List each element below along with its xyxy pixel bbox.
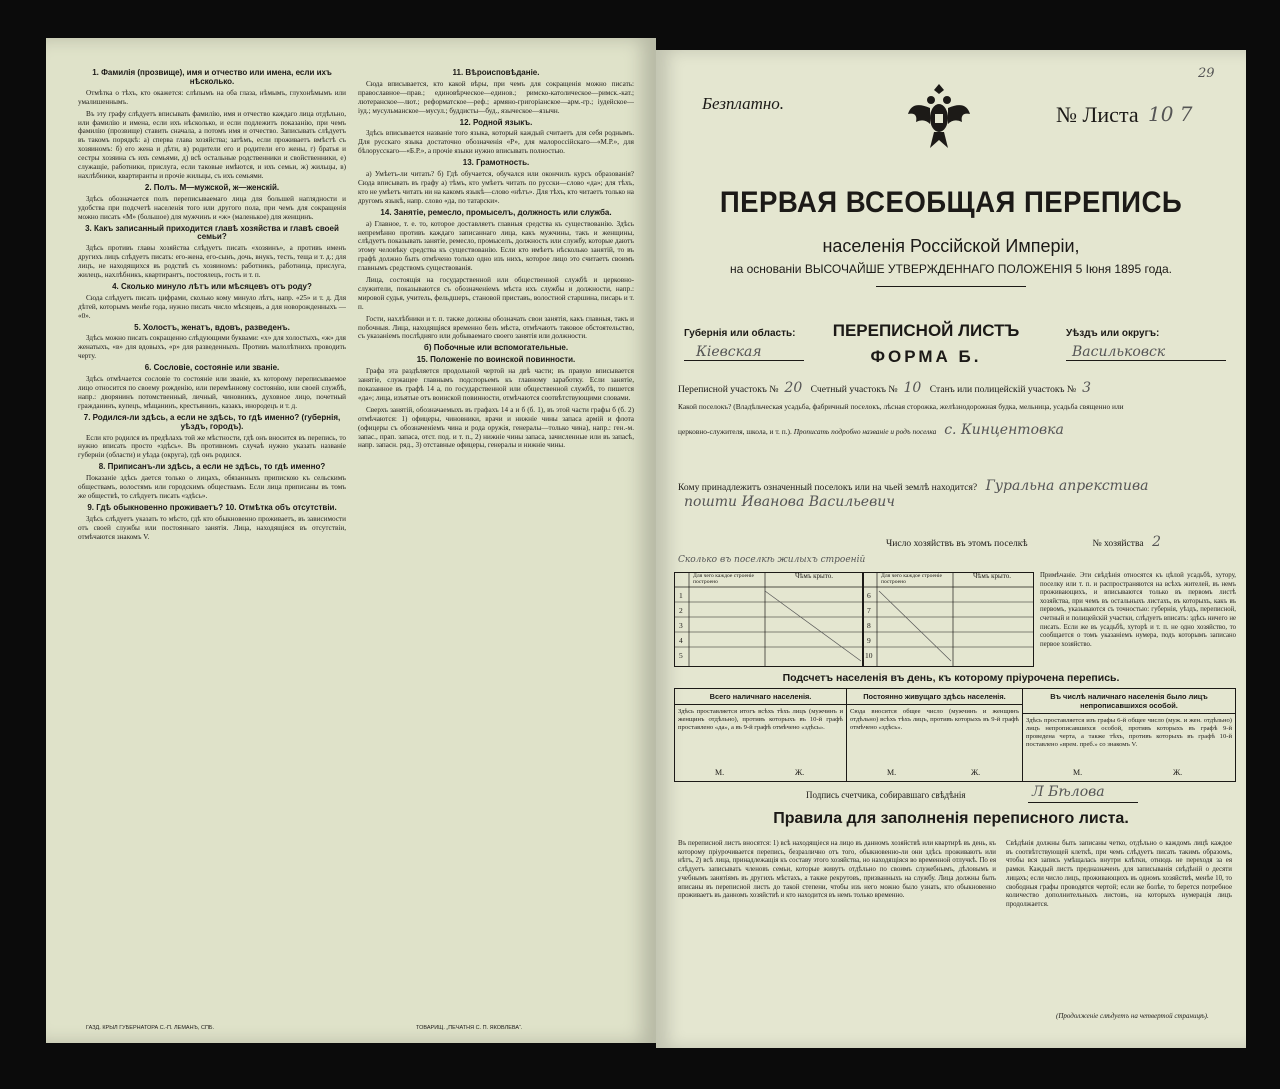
instruction-heading: 6. Сословіе, состояніе или званіе.	[144, 363, 280, 373]
buildings-grid-right	[862, 572, 1034, 667]
rules-text-right: Свѣдѣнія должны быть записаны четко, отдѣльно о каждомъ лицѣ каждое въ соотвѣтствующей клеткѣ, при чемъ слѣдуетъ писать такимъ образомъ, чтобы вся запись умѣщалась внутри клѣтки, отнюдь не переходя за ея рамки. Каждый листъ предназначенъ для записыванія свѣдѣній о десяти лицахъ; если число лицъ, проживающихъ въ одномъ хозяйствѣ, менѣе 10, то свободныя графы проводятся чертой; если же болѣе, то берется потребное количество дополнительныхъ листовъ, на которыхъ нумерація лицъ продолжается.	[1006, 840, 1232, 908]
settlement-hint: Прописать подробно названіе и родъ поселка	[793, 427, 937, 436]
settlement-question-cont: церковно-служителя, школа, и т. п.).	[678, 427, 792, 436]
instruction-text: а) Умѣетъ-ли читать? б) Гдѣ обучается, обучался или окончилъ курсъ образованія? Сюда вписывать въ графу а) тѣмъ, кто умѣетъ читать по русски—слово «да»; для тѣхъ, кто не умѣетъ читать ни на какомъ языкѣ—слово «нѣтъ». Для тѣхъ, кто читаетъ только на другомъ языкѣ, напр. слово «да, по татарски».	[358, 170, 634, 205]
left-page	[46, 38, 656, 1043]
household-number-value: 2	[1152, 534, 1161, 550]
instruction-text: Показаніе здѣсь дается только о лицахъ, обязанныхъ припискою къ сельскимъ обществамъ, волостямъ или городскимъ обществамъ. Если лица приписаны въ томъ же обществѣ, то слѣдуетъ писать «здѣсь».	[78, 474, 346, 500]
rules-continuation-note: (Продолженіе слѣдуетъ на четвертой страницѣ).	[1056, 1012, 1209, 1020]
instruction-text: Сверхъ занятій, обозначаемыхъ въ графахъ 14 а и б (б. 1), въ этой части графы б (б. 2) отмѣчаются: 1) офицеры, чиновники, врачи и нижніе чины запаса армій и флота (офицеры съ обозначеніемъ чина и рода оружія, генералы—только чина), напр.: ген.-м. запас., прап. запаса, отст. под. и т. п., 2) нижніе чины запаса, зачисленные или въ запасѣ, напр. запасн. ряд., 3) отставные офицеры, генералы и нижніе чины.	[358, 405, 634, 450]
divider	[1028, 802, 1138, 803]
imperial-eagle-emblem-icon	[904, 78, 974, 158]
form-type: ФОРМА Б.	[870, 347, 982, 366]
count-district-value: 10	[903, 380, 922, 396]
printer-imprint-left: ГАЗД. КРЫЛ ГУБЕРНАТОРА С.-П. ЛЕМАНЪ, СПБ.	[86, 1025, 215, 1031]
divider	[1066, 360, 1226, 361]
instruction-heading: 5. Холостъ, женатъ, вдовъ, разведенъ.	[134, 322, 290, 332]
instruction-text: Здѣсь слѣдуетъ указать то мѣсто, гдѣ кто обыкновенно проживаетъ, въ зависимости отъ своей службы или постояннаго занятія. Лица, находящіяся въ отсутствіи, отмѣчаются знакомъ V.	[78, 514, 346, 541]
divider	[684, 360, 804, 361]
police-district-value: 3	[1082, 380, 1091, 396]
enumerator-signature-label: Подпись счетчика, собиравшаго свѣдѣнія	[806, 790, 966, 800]
sheet-number-label: № Листа	[1056, 102, 1139, 127]
uezd-value: Васильковск	[1072, 344, 1166, 360]
instruction-heading: 14. Занятіе, ремесло, промыселъ, должность или служба.	[380, 207, 612, 217]
instruction-text: Графа эта раздѣляется продольной чертой на двѣ части; въ правую вписывается занятіе, служащее главнымъ подспорьемъ къ главному заработку. Если занятіе, показанное въ графѣ 14 а, по государственной или общественной службѣ, то пишется «да»; лица, изъятые отъ воинской повинности, отмѣчаются соотвѣтствующими словами.	[358, 367, 634, 402]
owner-row	[678, 478, 1154, 494]
count-column-description: Здѣсь проставляется итогъ всѣхъ тѣхъ лицъ (мужчинъ и женщинъ отдѣльно), противъ которыхъ въ 10-й графѣ проставлено «да», а въ 9-й графѣ отмѣчено «здѣсь».	[678, 708, 843, 731]
instruction-heading: 8. Приписанъ-ли здѣсь, а если не здѣсь, то гдѣ именно?	[98, 462, 326, 472]
instructions-column-1	[78, 66, 346, 545]
instruction-heading: 3. Какъ записанный приходится главѣ хозяйства и главѣ своей семьи?	[85, 223, 339, 242]
count-column-unregistered	[1023, 689, 1235, 781]
page-number: 29	[1198, 66, 1215, 81]
grid-header: Для чего каждое строеніе построено	[693, 573, 754, 585]
instruction-heading: 4. Сколько минуло лѣтъ или мѣсяцевъ отъ роду?	[112, 281, 312, 291]
police-district-label: Станъ или полицейскій участокъ №	[929, 384, 1077, 395]
count-column-header: Постоянно живущаго здѣсь населенія.	[847, 689, 1022, 705]
province-label: Губернія или область:	[684, 328, 796, 339]
settlement-row	[678, 422, 1070, 438]
free-label: Безплатно.	[702, 94, 785, 113]
dwellings-label: Сколько въ поселкѣ жилыхъ строеній	[678, 555, 866, 565]
divider	[876, 286, 1026, 287]
female-label: Ж.	[971, 768, 981, 777]
settlement-value: с. Кинцентовка	[944, 422, 1064, 438]
census-district-value: 20	[784, 380, 803, 396]
census-subtitle: населенія Россійской Имперіи,	[822, 236, 1080, 256]
male-label: М.	[1073, 768, 1083, 777]
instruction-text: Лица, состоящія на государственной или общественной службѣ и церковно-служители, показываются съ обозначеніемъ мѣста ихъ службы и должности, напр.: мировой судья, учитель, фельдшеръ, становой приставъ, волостной старшина, писарь и т. п.	[358, 276, 634, 311]
instructions-column-2	[358, 66, 634, 453]
printer-imprint-right: ТОВАРИЩ. „ПЕЧАТНЯ С. П. ЯКОВЛЕВА“.	[416, 1025, 523, 1031]
female-label: Ж.	[1173, 768, 1183, 777]
form-title: ПЕРЕПИСНОЙ ЛИСТЪ	[832, 321, 1020, 340]
households-row	[886, 534, 1167, 550]
buildings-grid-left	[674, 572, 864, 667]
grid-row-number: 8	[867, 621, 871, 630]
household-number-label: № хозяйства	[1092, 538, 1144, 549]
grid-header: Чѣмъ крыто.	[973, 572, 1011, 580]
district-line	[678, 380, 1097, 396]
instruction-text: Если кто родился въ предѣлахъ той же мѣстности, гдѣ онъ вносится въ перепись, то нужно вписать просто «здѣсь». Въ противномъ случаѣ нужно указать названіе губерніи (области) и уѣзда (округа), гдѣ онъ родился.	[78, 433, 346, 460]
count-column-resident	[847, 689, 1023, 781]
sheet-number-value: 10 7	[1148, 102, 1193, 126]
grid-row-number: 5	[679, 651, 683, 660]
count-column-description: Сюда вносится общее число (мужчинъ и женщинъ отдѣльно) всѣхъ тѣхъ лицъ, противъ которыхъ въ 9-й графѣ отмѣчено «здѣсь».	[850, 708, 1019, 731]
grid-row-number: 7	[867, 606, 871, 615]
instruction-text: Здѣсь обозначается полъ переписываемаго лица для большей наглядности и удобства при подсчетѣ населенія того или другого пола, при чемъ для сокращенія можно писать «М» (большое) для мужчинъ и «ж» (маленькое) для женщинъ.	[78, 194, 346, 221]
instruction-text: Сюда слѣдуетъ писать цифрами, сколько кому минуло лѣтъ, напр. «25» и т. д. Для дѣтей, которымъ менѣе года, нужно писать число мѣсяцевъ, а для новорожденныхъ — «0».	[78, 293, 346, 320]
grid-row-number: 2	[679, 606, 683, 615]
grid-header: Чѣмъ крыто.	[795, 572, 833, 580]
households-label: Число хозяйствъ въ этомъ поселкѣ	[886, 538, 1028, 549]
census-district-label: Переписной участокъ №	[678, 384, 779, 395]
owner-value: Гуральна апрекстива	[985, 478, 1149, 494]
instruction-text: Гости, нахлѣбники и т. п. также должны обозначать свои занятія, какъ главныя, такъ и побочныя. Лица, находящіяся временно безъ мѣста, отмѣчаютъ таковое обстоятельство, съ указаніемъ послѣдняго или добываемаго своего занятія или должности.	[358, 314, 634, 341]
instruction-text: Отмѣтка о тѣхъ, кто окажется: слѣпымъ на оба глаза, нѣмымъ, глухонѣмымъ или умалишеннымъ.	[78, 88, 346, 106]
province-value: Кіевская	[696, 344, 762, 360]
instruction-text: а) Главное, т. е. то, которое доставляетъ главныя средства къ существованію. Здѣсь непремѣнно противъ каждаго записаннаго лица, какъ мужчины, такъ и женщины, слѣдуетъ показывать занятіе, ремесло, промыселъ, должность или службу, которые даютъ этому человѣку средства къ существованію. Если кто имѣетъ нѣсколько занятій, то въ графѣ должно быть отмѣчено только одно изъ нихъ, которое лицо это считаетъ своимъ главнымъ средствомъ существованія.	[358, 219, 634, 273]
grid-row-number: 6	[867, 591, 871, 600]
population-count-title: Подсчетъ населенія въ день, къ которому пріурочена перепись.	[782, 672, 1120, 684]
female-label: Ж.	[795, 768, 805, 777]
instruction-heading: 7. Родился-ли здѣсь, а если не здѣсь, то гдѣ именно? (губернія, уѣздъ, городъ).	[83, 412, 341, 431]
grid-lines	[863, 573, 1033, 666]
instruction-heading: 12. Родной языкъ.	[459, 117, 533, 127]
instruction-heading: 2. Полъ. М—мужской, ж—женскій.	[144, 182, 280, 192]
instruction-heading: 13. Грамотность.	[462, 158, 530, 168]
grid-row-number: 10	[865, 651, 873, 660]
uezd-label: Уѣздъ или округъ:	[1066, 328, 1160, 339]
grid-lines	[675, 573, 863, 666]
instruction-text: Здѣсь можно писать сокращенно слѣдующими буквами: «х» для холостыхъ, «ж» для женатыхъ, «в» для вдовыхъ, «р» для разведенныхъ. Противъ малолѣтнихъ проводить черту.	[78, 334, 346, 361]
instruction-text: Здѣсь противъ главы хозяйства слѣдуетъ писать «хозяинъ», а противъ именъ другихъ лицъ слѣдуетъ писать: его-жена, его-сынъ, дочь, внукъ, тесть, теща и т. д.; для лицъ, не находящихся въ родствѣ съ хозяиномъ: работникъ, работница, прислуга, жилецъ, нахлѣбникъ, квартирантъ, постоялецъ, гость и т. п.	[78, 244, 346, 280]
rules-title: Правила для заполненія переписного листа.	[773, 810, 1129, 827]
grid-row-number: 3	[679, 621, 683, 630]
instruction-heading: 11. Вѣроисповѣданіе.	[452, 68, 540, 77]
instruction-heading: 9. Гдѣ обыкновенно проживаетъ? 10. Отмѣтка объ отсутствіи.	[87, 502, 337, 512]
instruction-heading: 1. Фамилія (прозвище), имя и отчество или имена, если ихъ нѣсколько.	[92, 68, 332, 86]
rules-text-left: Въ переписной листъ вносятся: 1) всѣ находящіеся на лицо въ данномъ хозяйствѣ или квартирѣ въ день, къ которому пріурочивается перепись, безразлично отъ того, обыкновенно-ли они здѣсь проживаютъ или нѣтъ, 2) всѣ лица, принадлежащія къ составу этого хозяйства, но находящіяся во временной отлучкѣ. По ея слѣдуетъ записывать членовъ семьи, которые живутъ отдѣльно по своимъ служебнымъ, дѣловымъ и учебнымъ занятіямъ въ другихъ мѣстахъ, а также рекрутовъ, призванныхъ на службу. Лица должны быть вписаны въ переписной листъ до такой степени, чтобы изъ него можно было узнать, кто обыкновенно проживаетъ въ данномъ хозяйствѣ и кто находится въ немъ только временно.	[678, 840, 996, 900]
owner-question: Кому принадлежитъ означенный поселокъ или на чьей землѣ находится?	[678, 482, 978, 493]
instruction-text: Сюда вписывается, кто какой вѣры, при чемъ для сокращенія можно писать: православное—прав.; единовѣрческое—единов.; римско-католическое—римск.-кат.; лютеранское—лют.; реформатское—реф.; армяно-григоріанское—арм.-гр.; іудейское—іуд.; мусульманское—мусул.; буддисты—буд., языческое—язычн.	[358, 79, 634, 115]
male-label: М.	[715, 768, 725, 777]
footnote-text: Примѣчаніе. Эти свѣдѣнія относятся къ цѣлой усадьбѣ, хутору, поселку или т. п. и распространяются на всѣхъ жителей, въ немъ проживающихъ, и вписываются только въ первомъ листѣ хозяйства, при чемъ въ остальныхъ листахъ, въ которыхъ, какъ въ первомъ, указываются съ точностью: губернія, уѣздъ, переписной, счетный и полицейскій участки, слѣдуетъ вписать: здѣсь ничего не писать. Если же въ усадьбѣ, хуторѣ и т. п. не одно хозяйство, то сообщается о томъ указаніемъ нумера, подъ которымъ записано первое хозяйство.	[1040, 572, 1236, 648]
owner-row-2	[678, 494, 901, 510]
count-column-present	[675, 689, 847, 781]
instruction-text: Въ эту графу слѣдуетъ вписывать фамилію, имя и отчество каждаго лица отдѣльно, или фамилію и имена, если ихъ нѣсколько, и если подлежитъ показанію, при чемъ фамилію (прозвище) ставить сначала, а потомъ имя и отчество. Записывать слѣдуетъ въ такомъ порядкѣ: а) сперва глава хозяйства; затѣмъ, если проживаетъ вмѣстѣ съ хозяиномъ: б) его жена и дѣти, в) родители его и родители его жены, г) братья и сестры хозяина съ ихъ семьями, д) всѣ остальные родственники и свойственники, е) служащіе, работники, прислуга, если таковые имѣются, и ихъ семьи, ж) жильцы, в) нахлѣбники, квартиранты и прочіе жильцы, съ ихъ семьями.	[78, 109, 346, 180]
census-title: ПЕРВАЯ ВСЕОБЩАЯ ПЕРЕПИСЬ	[719, 186, 1183, 219]
instruction-text: Здѣсь вписывается названіе того языка, который каждый считаетъ для себя роднымъ. Для русскаго языка достаточно обозначенія «Р», для малороссійскаго—«М.Р.», для бѣлорусскаго—«Б.Р.», а прочіе языки нужно вписывать полностью.	[358, 129, 634, 156]
population-count-table	[674, 688, 1236, 782]
owner-value-2: пошти Иванова Васильевич	[684, 494, 895, 510]
grid-header: Для чего каждое строеніе построено	[881, 573, 942, 585]
count-column-header: Всего наличнаго населенія.	[675, 689, 846, 705]
instruction-text: Здѣсь отмѣчается сословіе то состояніе или званіе, къ которому переписываемое лицо относится по своему рожденію, или перемѣнному состоянію, или своей службѣ, напр.: дворянинъ потомственный, личный, чиновникъ, духовное лицо, почетный гражданинъ, купецъ, мѣщанинъ, крестьянинъ, казакъ, инородецъ и т. д.	[78, 375, 346, 410]
grid-row-number: 9	[867, 636, 871, 645]
census-decree-line: на основаніи ВЫСОЧАЙШЕ УТВЕРЖДЕННАГО ПОЛОЖЕНІЯ 5 Іюня 1895 года.	[729, 262, 1172, 276]
settlement-question: Какой поселокъ? (Владѣльческая усадьба, фабричный поселокъ, лѣсная сторожка, желѣзнодорожная будка, мельница, усадьба священно или	[678, 402, 1124, 411]
count-column-description: Здѣсь проставляется изъ графы 6-й общее число (муж. и жен. отдѣльно) лицъ непрописавшихся особой, противъ которыхъ въ графѣ 9-й проведена черта, а также тѣхъ, противъ которыхъ въ графѣ 10-й поставлено «врем. преб.» со знакомъ V.	[1026, 717, 1232, 748]
form-heading	[816, 318, 1036, 370]
enumerator-signature: Л Бѣлова	[1032, 784, 1105, 800]
male-label: М.	[887, 768, 897, 777]
grid-row-number: 4	[679, 636, 683, 645]
right-page	[656, 50, 1246, 1048]
count-column-header: Въ числѣ наличнаго населенія было лицъ непрописавшихся особой.	[1023, 689, 1235, 714]
instruction-heading: б) Побочные или вспомогательные.	[423, 343, 569, 353]
grid-row-number: 1	[679, 591, 683, 600]
instruction-heading: 15. Положеніе по воинской повинности.	[416, 355, 576, 365]
count-district-label: Счетный участокъ №	[810, 384, 898, 395]
dwellings-row	[678, 554, 865, 565]
